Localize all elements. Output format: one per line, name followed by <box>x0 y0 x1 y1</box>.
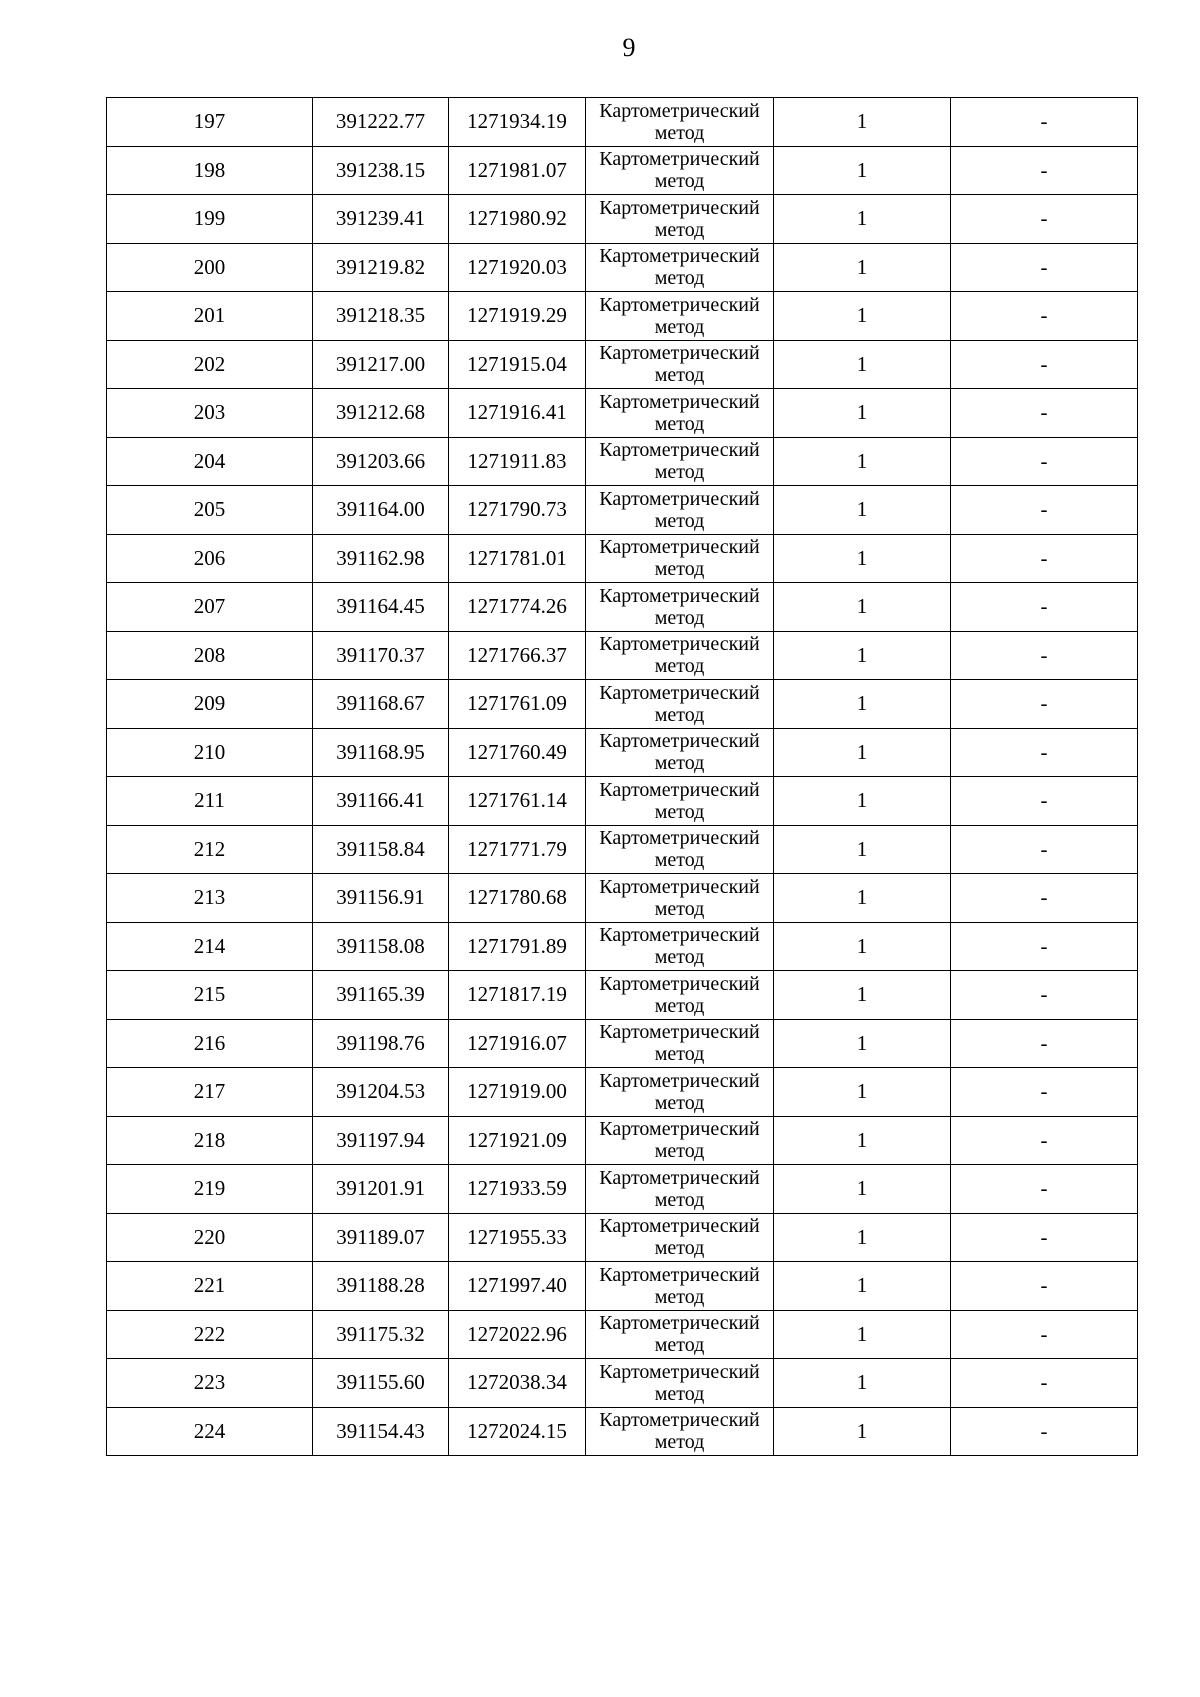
method-label-line2: метод <box>654 509 705 532</box>
method-cell <box>586 389 774 438</box>
y-coordinate-cell: 1271915.04 <box>449 340 586 389</box>
method-label-line1: Картометрический <box>599 1215 760 1238</box>
x-coordinate-cell: 391165.39 <box>313 971 449 1020</box>
method-label-line1: Картометрический <box>599 778 760 801</box>
method-label-line1: Картометрический <box>599 1166 760 1189</box>
method-cell <box>586 922 774 971</box>
x-coordinate-cell: 391158.08 <box>313 922 449 971</box>
x-coordinate-cell: 391201.91 <box>313 1165 449 1214</box>
point-number-cell: 217 <box>107 1068 313 1117</box>
method-cell <box>586 534 774 583</box>
accuracy-cell: 1 <box>774 195 951 244</box>
note-cell: - <box>951 292 1138 341</box>
method-label-line2: метод <box>654 849 705 872</box>
point-number-cell: 202 <box>107 340 313 389</box>
point-number-cell: 214 <box>107 922 313 971</box>
method-label-line2: метод <box>654 703 705 726</box>
method-label-line2: метод <box>654 1237 705 1260</box>
method-cell <box>586 1165 774 1214</box>
x-coordinate-cell: 391166.41 <box>313 777 449 826</box>
table-row <box>107 486 1138 535</box>
accuracy-cell: 1 <box>774 631 951 680</box>
table-row <box>107 680 1138 729</box>
table-row <box>107 631 1138 680</box>
accuracy-cell: 1 <box>774 146 951 195</box>
y-coordinate-cell: 1272022.96 <box>449 1310 586 1359</box>
method-label-line1: Картометрический <box>599 196 760 219</box>
table-row <box>107 971 1138 1020</box>
x-coordinate-cell: 391217.00 <box>313 340 449 389</box>
table-row <box>107 98 1138 147</box>
note-cell: - <box>951 389 1138 438</box>
point-number-cell: 208 <box>107 631 313 680</box>
y-coordinate-cell: 1271916.41 <box>449 389 586 438</box>
method-cell <box>586 1068 774 1117</box>
y-coordinate-cell: 1271921.09 <box>449 1116 586 1165</box>
method-label-line2: метод <box>654 1382 705 1405</box>
note-cell: - <box>951 486 1138 535</box>
table-row <box>107 1262 1138 1311</box>
method-label-line2: метод <box>654 1091 705 1114</box>
method-cell <box>586 1213 774 1262</box>
accuracy-cell: 1 <box>774 874 951 923</box>
y-coordinate-cell: 1271766.37 <box>449 631 586 680</box>
y-coordinate-cell: 1271916.07 <box>449 1019 586 1068</box>
accuracy-cell: 1 <box>774 1310 951 1359</box>
y-coordinate-cell: 1272024.15 <box>449 1407 586 1456</box>
table-row <box>107 1068 1138 1117</box>
method-label-line2: метод <box>654 218 705 241</box>
method-label-line1: Картометрический <box>599 1263 760 1286</box>
table-row <box>107 583 1138 632</box>
y-coordinate-cell: 1271980.92 <box>449 195 586 244</box>
table-row <box>107 874 1138 923</box>
x-coordinate-cell: 391203.66 <box>313 437 449 486</box>
method-label-line2: метод <box>654 1140 705 1163</box>
accuracy-cell: 1 <box>774 922 951 971</box>
table-row <box>107 146 1138 195</box>
x-coordinate-cell: 391170.37 <box>313 631 449 680</box>
accuracy-cell: 1 <box>774 1116 951 1165</box>
point-number-cell: 200 <box>107 243 313 292</box>
accuracy-cell: 1 <box>774 1068 951 1117</box>
note-cell: - <box>951 777 1138 826</box>
method-label-line1: Картометрический <box>599 536 760 559</box>
table-row <box>107 195 1138 244</box>
note-cell: - <box>951 1068 1138 1117</box>
table-row <box>107 1359 1138 1408</box>
note-cell: - <box>951 1165 1138 1214</box>
method-label-line1: Картометрический <box>599 584 760 607</box>
y-coordinate-cell: 1271933.59 <box>449 1165 586 1214</box>
point-number-cell: 197 <box>107 98 313 147</box>
x-coordinate-cell: 391154.43 <box>313 1407 449 1456</box>
method-cell <box>586 146 774 195</box>
note-cell: - <box>951 631 1138 680</box>
point-number-cell: 203 <box>107 389 313 438</box>
note-cell: - <box>951 971 1138 1020</box>
accuracy-cell: 1 <box>774 777 951 826</box>
method-label-line1: Картометрический <box>599 681 760 704</box>
method-cell <box>586 971 774 1020</box>
table-body <box>107 98 1138 1456</box>
note-cell: - <box>951 437 1138 486</box>
accuracy-cell: 1 <box>774 728 951 777</box>
accuracy-cell: 1 <box>774 437 951 486</box>
method-label-line1: Картометрический <box>599 487 760 510</box>
method-label-line2: метод <box>654 121 705 144</box>
point-number-cell: 206 <box>107 534 313 583</box>
y-coordinate-cell: 1271781.01 <box>449 534 586 583</box>
table-row <box>107 1116 1138 1165</box>
x-coordinate-cell: 391198.76 <box>313 1019 449 1068</box>
accuracy-cell: 1 <box>774 292 951 341</box>
method-label-line2: метод <box>654 170 705 193</box>
method-label-line2: метод <box>654 1188 705 1211</box>
point-number-cell: 216 <box>107 1019 313 1068</box>
point-number-cell: 207 <box>107 583 313 632</box>
method-cell <box>586 292 774 341</box>
method-label-line2: метод <box>654 558 705 581</box>
y-coordinate-cell: 1271790.73 <box>449 486 586 535</box>
accuracy-cell: 1 <box>774 825 951 874</box>
x-coordinate-cell: 391158.84 <box>313 825 449 874</box>
x-coordinate-cell: 391175.32 <box>313 1310 449 1359</box>
method-label-line1: Картометрический <box>599 827 760 850</box>
table-row <box>107 534 1138 583</box>
method-cell <box>586 340 774 389</box>
y-coordinate-cell: 1271774.26 <box>449 583 586 632</box>
table-row <box>107 825 1138 874</box>
point-number-cell: 205 <box>107 486 313 535</box>
point-number-cell: 211 <box>107 777 313 826</box>
point-number-cell: 220 <box>107 1213 313 1262</box>
y-coordinate-cell: 1271791.89 <box>449 922 586 971</box>
x-coordinate-cell: 391189.07 <box>313 1213 449 1262</box>
x-coordinate-cell: 391239.41 <box>313 195 449 244</box>
y-coordinate-cell: 1271771.79 <box>449 825 586 874</box>
y-coordinate-cell: 1271761.09 <box>449 680 586 729</box>
note-cell: - <box>951 1359 1138 1408</box>
method-label-line2: метод <box>654 897 705 920</box>
accuracy-cell: 1 <box>774 243 951 292</box>
method-label-line1: Картометрический <box>599 1312 760 1335</box>
accuracy-cell: 1 <box>774 389 951 438</box>
note-cell: - <box>951 874 1138 923</box>
note-cell: - <box>951 680 1138 729</box>
accuracy-cell: 1 <box>774 1407 951 1456</box>
page-number: 9 <box>622 33 636 62</box>
method-cell <box>586 243 774 292</box>
note-cell: - <box>951 1407 1138 1456</box>
method-label-line2: метод <box>654 1043 705 1066</box>
table-row <box>107 340 1138 389</box>
method-label-line2: метод <box>654 752 705 775</box>
coordinates-table <box>106 97 1138 1456</box>
point-number-cell: 219 <box>107 1165 313 1214</box>
point-number-cell: 224 <box>107 1407 313 1456</box>
note-cell: - <box>951 1262 1138 1311</box>
note-cell: - <box>951 922 1138 971</box>
method-cell <box>586 680 774 729</box>
method-label-line1: Картометрический <box>599 342 760 365</box>
x-coordinate-cell: 391164.00 <box>313 486 449 535</box>
note-cell: - <box>951 195 1138 244</box>
y-coordinate-cell: 1271997.40 <box>449 1262 586 1311</box>
method-label-line2: метод <box>654 606 705 629</box>
method-label-line1: Картометрический <box>599 924 760 947</box>
point-number-cell: 201 <box>107 292 313 341</box>
method-label-line2: метод <box>654 412 705 435</box>
accuracy-cell: 1 <box>774 583 951 632</box>
method-cell <box>586 98 774 147</box>
y-coordinate-cell: 1271919.00 <box>449 1068 586 1117</box>
note-cell: - <box>951 1116 1138 1165</box>
x-coordinate-cell: 391222.77 <box>313 98 449 147</box>
method-label-line2: метод <box>654 461 705 484</box>
table-row <box>107 389 1138 438</box>
table-row <box>107 1310 1138 1359</box>
point-number-cell: 210 <box>107 728 313 777</box>
accuracy-cell: 1 <box>774 340 951 389</box>
method-label-line1: Картометрический <box>599 390 760 413</box>
x-coordinate-cell: 391156.91 <box>313 874 449 923</box>
x-coordinate-cell: 391188.28 <box>313 1262 449 1311</box>
x-coordinate-cell: 391164.45 <box>313 583 449 632</box>
method-label-line1: Картометрический <box>599 730 760 753</box>
method-cell <box>586 195 774 244</box>
note-cell: - <box>951 583 1138 632</box>
point-number-cell: 221 <box>107 1262 313 1311</box>
method-cell <box>586 825 774 874</box>
x-coordinate-cell: 391204.53 <box>313 1068 449 1117</box>
method-cell <box>586 777 774 826</box>
method-cell <box>586 728 774 777</box>
point-number-cell: 215 <box>107 971 313 1020</box>
accuracy-cell: 1 <box>774 1165 951 1214</box>
method-cell <box>586 1019 774 1068</box>
method-label-line1: Картометрический <box>599 972 760 995</box>
y-coordinate-cell: 1271911.83 <box>449 437 586 486</box>
accuracy-cell: 1 <box>774 1213 951 1262</box>
note-cell: - <box>951 243 1138 292</box>
y-coordinate-cell: 1271761.14 <box>449 777 586 826</box>
y-coordinate-cell: 1271919.29 <box>449 292 586 341</box>
method-label-line2: метод <box>654 364 705 387</box>
accuracy-cell: 1 <box>774 534 951 583</box>
y-coordinate-cell: 1271981.07 <box>449 146 586 195</box>
method-label-line1: Картометрический <box>599 293 760 316</box>
method-cell <box>586 1262 774 1311</box>
y-coordinate-cell: 1271780.68 <box>449 874 586 923</box>
method-cell <box>586 1310 774 1359</box>
note-cell: - <box>951 1310 1138 1359</box>
method-label-line1: Картометрический <box>599 1409 760 1432</box>
point-number-cell: 204 <box>107 437 313 486</box>
table-row <box>107 1165 1138 1214</box>
method-cell <box>586 631 774 680</box>
x-coordinate-cell: 391218.35 <box>313 292 449 341</box>
accuracy-cell: 1 <box>774 680 951 729</box>
note-cell: - <box>951 825 1138 874</box>
note-cell: - <box>951 1213 1138 1262</box>
note-cell: - <box>951 146 1138 195</box>
table-row <box>107 922 1138 971</box>
y-coordinate-cell: 1271920.03 <box>449 243 586 292</box>
note-cell: - <box>951 1019 1138 1068</box>
note-cell: - <box>951 340 1138 389</box>
method-label-line1: Картометрический <box>599 1360 760 1383</box>
point-number-cell: 218 <box>107 1116 313 1165</box>
x-coordinate-cell: 391168.95 <box>313 728 449 777</box>
table-row <box>107 437 1138 486</box>
note-cell: - <box>951 98 1138 147</box>
note-cell: - <box>951 534 1138 583</box>
y-coordinate-cell: 1271760.49 <box>449 728 586 777</box>
method-label-line2: метод <box>654 267 705 290</box>
point-number-cell: 199 <box>107 195 313 244</box>
y-coordinate-cell: 1271955.33 <box>449 1213 586 1262</box>
x-coordinate-cell: 391212.68 <box>313 389 449 438</box>
method-label-line1: Картометрический <box>599 875 760 898</box>
table-row <box>107 777 1138 826</box>
y-coordinate-cell: 1272038.34 <box>449 1359 586 1408</box>
point-number-cell: 212 <box>107 825 313 874</box>
method-label-line1: Картометрический <box>599 245 760 268</box>
method-label-line1: Картометрический <box>599 1069 760 1092</box>
method-label-line1: Картометрический <box>599 148 760 171</box>
point-number-cell: 209 <box>107 680 313 729</box>
method-cell <box>586 1407 774 1456</box>
point-number-cell: 213 <box>107 874 313 923</box>
method-label-line2: метод <box>654 1285 705 1308</box>
method-label-line2: метод <box>654 800 705 823</box>
accuracy-cell: 1 <box>774 1359 951 1408</box>
method-label-line1: Картометрический <box>599 1118 760 1141</box>
method-cell <box>586 437 774 486</box>
table-row <box>107 1407 1138 1456</box>
accuracy-cell: 1 <box>774 971 951 1020</box>
method-label-line1: Картометрический <box>599 439 760 462</box>
table-row <box>107 292 1138 341</box>
table-row <box>107 1019 1138 1068</box>
method-label-line1: Картометрический <box>599 633 760 656</box>
x-coordinate-cell: 391197.94 <box>313 1116 449 1165</box>
method-label-line2: метод <box>654 1431 705 1454</box>
table-row <box>107 728 1138 777</box>
method-cell <box>586 874 774 923</box>
method-label-line2: метод <box>654 946 705 969</box>
x-coordinate-cell: 391219.82 <box>313 243 449 292</box>
table-row <box>107 243 1138 292</box>
accuracy-cell: 1 <box>774 1262 951 1311</box>
method-label-line2: метод <box>654 655 705 678</box>
accuracy-cell: 1 <box>774 98 951 147</box>
note-cell: - <box>951 728 1138 777</box>
x-coordinate-cell: 391238.15 <box>313 146 449 195</box>
x-coordinate-cell: 391162.98 <box>313 534 449 583</box>
table-row <box>107 1213 1138 1262</box>
method-label-line2: метод <box>654 1334 705 1357</box>
method-cell <box>586 486 774 535</box>
x-coordinate-cell: 391168.67 <box>313 680 449 729</box>
method-cell <box>586 1359 774 1408</box>
x-coordinate-cell: 391155.60 <box>313 1359 449 1408</box>
y-coordinate-cell: 1271934.19 <box>449 98 586 147</box>
method-label-line1: Картометрический <box>599 99 760 122</box>
point-number-cell: 222 <box>107 1310 313 1359</box>
point-number-cell: 223 <box>107 1359 313 1408</box>
method-label-line1: Картометрический <box>599 1021 760 1044</box>
method-cell <box>586 1116 774 1165</box>
point-number-cell: 198 <box>107 146 313 195</box>
y-coordinate-cell: 1271817.19 <box>449 971 586 1020</box>
method-cell <box>586 583 774 632</box>
accuracy-cell: 1 <box>774 486 951 535</box>
method-label-line2: метод <box>654 994 705 1017</box>
accuracy-cell: 1 <box>774 1019 951 1068</box>
method-label-line2: метод <box>654 315 705 338</box>
